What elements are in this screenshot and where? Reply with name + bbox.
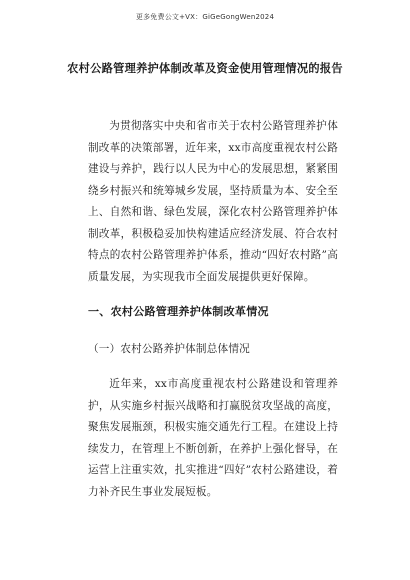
intro-paragraph: 为贯彻落实中央和省市关于农村公路管理养护体制改革的决策部署，近年来，xx市高度重视农村公路建设与养护，践行以人民为中心的发展思想，紧紧围绕乡村振兴和统筹城乡发展，坚持质量为本、安全至上、自然和谐、绿色发展，深化农村公路管理养护体制改革，积极稳妥加快构建适应经济发展、符合农村特点的农村公路管理养护体系，推动“四好农村路”高质量发展，为实现我市全面发展提供更好保障。: [88, 120, 338, 283]
document-title: 农村公路管理养护体制改革及资金使用管理情况的报告: [67, 62, 343, 75]
section-heading-1: 一、农村公路管理养护体制改革情况: [88, 305, 269, 318]
subsection-heading-1: （一）农村公路养护体制总体情况: [88, 343, 250, 355]
overview-paragraph: 近年来，xx市高度重视农村公路建设和管理养护，从实施乡村振兴战略和打赢脱贫攻坚战的高度，聚焦发展瓶颈，积极实施交通先行工程。在建设上持续发力，在管理上不断创新，在养护上强化督导，在运营上注重实效，扎实推进“四好”农村公路建设，着力补齐民生事业发展短板。: [88, 378, 338, 498]
header-note: 更多免费公文+VX：GiGeGongWen2024: [135, 13, 275, 21]
